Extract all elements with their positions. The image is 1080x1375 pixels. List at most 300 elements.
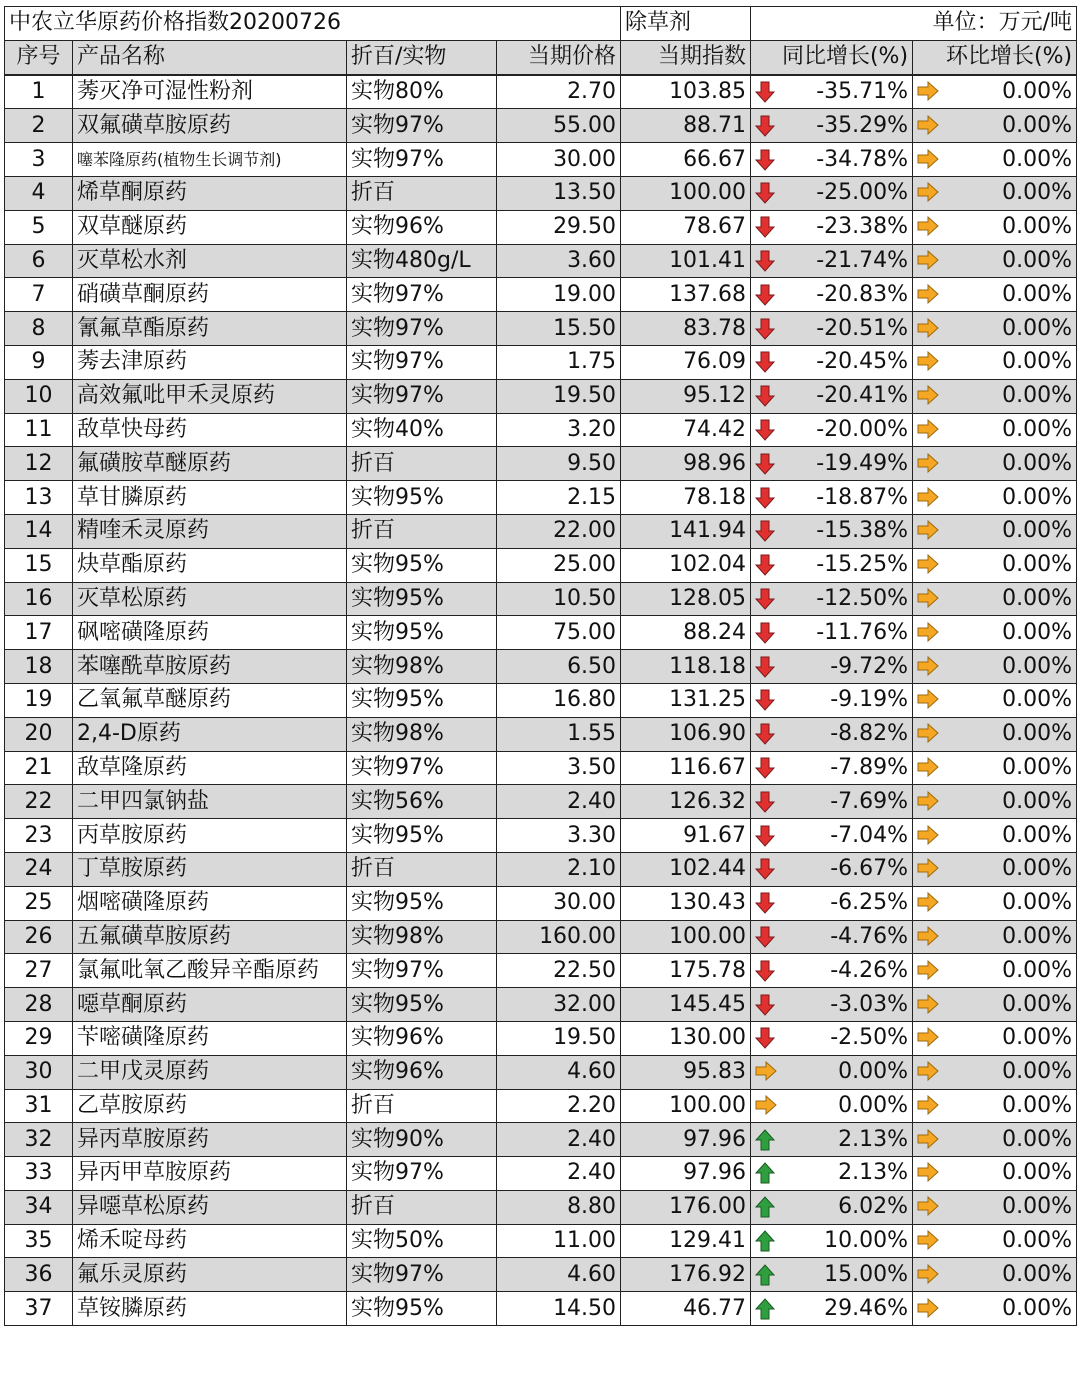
row-yoy-value: 2.13% bbox=[838, 1160, 909, 1186]
row-index: 176.92 bbox=[621, 1258, 751, 1292]
row-no: 7 bbox=[5, 278, 73, 312]
table-row bbox=[5, 785, 1077, 819]
row-no: 6 bbox=[5, 244, 73, 278]
row-name: 莠去津原药 bbox=[73, 345, 347, 379]
row-index: 175.78 bbox=[621, 954, 751, 988]
row-yoy-value: -18.87% bbox=[816, 484, 909, 510]
row-no: 16 bbox=[5, 582, 73, 616]
row-name: 砜嘧磺隆原药 bbox=[73, 616, 347, 650]
table-row bbox=[5, 717, 1077, 751]
arrow-down-icon bbox=[755, 656, 775, 678]
table-row bbox=[5, 1258, 1077, 1292]
row-yoy-value: 15.00% bbox=[824, 1261, 909, 1287]
row-yoy bbox=[751, 413, 913, 447]
row-mom bbox=[913, 210, 1077, 244]
row-mom-value: 0.00% bbox=[1002, 721, 1073, 747]
row-index: 95.83 bbox=[621, 1055, 751, 1089]
row-name: 草铵膦原药 bbox=[73, 1292, 347, 1326]
table-row bbox=[5, 413, 1077, 447]
row-mom bbox=[913, 1089, 1077, 1123]
row-index: 95.12 bbox=[621, 379, 751, 413]
row-price: 2.20 bbox=[497, 1089, 621, 1123]
row-price: 32.00 bbox=[497, 988, 621, 1022]
row-spec: 实物97% bbox=[347, 954, 497, 988]
row-yoy bbox=[751, 1021, 913, 1055]
arrow-right-icon bbox=[917, 1095, 937, 1117]
row-yoy-value: -20.41% bbox=[816, 383, 909, 409]
row-name: 氟乐灵原药 bbox=[73, 1258, 347, 1292]
row-yoy bbox=[751, 1224, 913, 1258]
row-price: 2.40 bbox=[497, 785, 621, 819]
arrow-down-icon bbox=[755, 487, 775, 509]
row-index: 129.41 bbox=[621, 1224, 751, 1258]
row-mom-value: 0.00% bbox=[1002, 991, 1073, 1017]
row-spec: 实物97% bbox=[347, 1258, 497, 1292]
row-price: 2.40 bbox=[497, 1123, 621, 1157]
arrow-down-icon bbox=[755, 622, 775, 644]
row-mom bbox=[913, 514, 1077, 548]
row-yoy bbox=[751, 819, 913, 853]
row-yoy-value: -11.76% bbox=[816, 619, 909, 645]
row-spec: 实物56% bbox=[347, 785, 497, 819]
row-yoy bbox=[751, 312, 913, 346]
row-spec: 实物95% bbox=[347, 683, 497, 717]
row-price: 15.50 bbox=[497, 312, 621, 346]
row-index: 97.96 bbox=[621, 1157, 751, 1191]
arrow-down-icon bbox=[755, 520, 775, 542]
row-price: 14.50 bbox=[497, 1292, 621, 1326]
row-mom bbox=[913, 1258, 1077, 1292]
row-index: 137.68 bbox=[621, 278, 751, 312]
row-price: 22.50 bbox=[497, 954, 621, 988]
arrow-down-icon bbox=[755, 858, 775, 880]
row-no: 20 bbox=[5, 717, 73, 751]
row-no: 19 bbox=[5, 683, 73, 717]
row-spec: 实物97% bbox=[347, 278, 497, 312]
row-price: 19.50 bbox=[497, 379, 621, 413]
row-yoy bbox=[751, 514, 913, 548]
row-no: 37 bbox=[5, 1292, 73, 1326]
row-name: 硝磺草酮原药 bbox=[73, 278, 347, 312]
row-no: 17 bbox=[5, 616, 73, 650]
row-yoy bbox=[751, 954, 913, 988]
row-mom bbox=[913, 109, 1077, 143]
arrow-right-icon bbox=[755, 1095, 775, 1117]
row-mom bbox=[913, 1190, 1077, 1224]
table-title: 中农立华原药价格指数20200726 bbox=[5, 7, 621, 41]
row-yoy-value: 29.46% bbox=[824, 1295, 909, 1321]
row-yoy bbox=[751, 988, 913, 1022]
row-spec: 实物97% bbox=[347, 751, 497, 785]
row-spec: 实物95% bbox=[347, 1292, 497, 1326]
table-row bbox=[5, 75, 1077, 109]
row-yoy-value: -9.19% bbox=[830, 687, 909, 713]
row-name: 烟嘧磺隆原药 bbox=[73, 886, 347, 920]
row-yoy bbox=[751, 1123, 913, 1157]
arrow-down-icon bbox=[755, 588, 775, 610]
row-price: 30.00 bbox=[497, 143, 621, 177]
table-row bbox=[5, 1292, 1077, 1326]
arrow-down-icon bbox=[755, 554, 775, 576]
arrow-down-icon bbox=[755, 1027, 775, 1049]
row-price: 25.00 bbox=[497, 548, 621, 582]
row-name: 乙氧氟草醚原药 bbox=[73, 683, 347, 717]
row-spec: 实物95% bbox=[347, 988, 497, 1022]
table-row bbox=[5, 650, 1077, 684]
table-row bbox=[5, 548, 1077, 582]
row-name: 二甲四氯钠盐 bbox=[73, 785, 347, 819]
row-mom bbox=[913, 244, 1077, 278]
arrow-right-icon bbox=[917, 588, 937, 610]
row-mom-value: 0.00% bbox=[1002, 1059, 1073, 1085]
row-spec: 实物97% bbox=[347, 379, 497, 413]
row-yoy bbox=[751, 379, 913, 413]
row-price: 3.50 bbox=[497, 751, 621, 785]
row-price: 13.50 bbox=[497, 176, 621, 210]
arrow-down-icon bbox=[755, 757, 775, 779]
row-yoy bbox=[751, 345, 913, 379]
header-row bbox=[5, 40, 1077, 74]
row-yoy bbox=[751, 278, 913, 312]
row-index: 66.67 bbox=[621, 143, 751, 177]
row-mom bbox=[913, 717, 1077, 751]
table-row bbox=[5, 819, 1077, 853]
row-no: 2 bbox=[5, 109, 73, 143]
arrow-down-icon bbox=[755, 419, 775, 441]
row-price: 3.20 bbox=[497, 413, 621, 447]
arrow-right-icon bbox=[917, 1129, 937, 1151]
arrow-down-icon bbox=[755, 892, 775, 914]
row-yoy bbox=[751, 244, 913, 278]
row-index: 102.44 bbox=[621, 852, 751, 886]
row-no: 8 bbox=[5, 312, 73, 346]
row-yoy bbox=[751, 650, 913, 684]
row-mom-value: 0.00% bbox=[1002, 112, 1073, 138]
row-spec: 实物98% bbox=[347, 650, 497, 684]
table-row bbox=[5, 1021, 1077, 1055]
row-index: 118.18 bbox=[621, 650, 751, 684]
row-mom bbox=[913, 751, 1077, 785]
row-index: 78.18 bbox=[621, 481, 751, 515]
row-yoy-value: -8.82% bbox=[830, 721, 909, 747]
row-name: 氟磺胺草醚原药 bbox=[73, 447, 347, 481]
row-yoy bbox=[751, 886, 913, 920]
arrow-right-icon bbox=[917, 1298, 937, 1320]
row-no: 36 bbox=[5, 1258, 73, 1292]
row-no: 10 bbox=[5, 379, 73, 413]
row-yoy bbox=[751, 1258, 913, 1292]
header-no: 序号 bbox=[5, 40, 73, 74]
row-index: 100.00 bbox=[621, 1089, 751, 1123]
row-yoy bbox=[751, 210, 913, 244]
row-yoy bbox=[751, 751, 913, 785]
arrow-right-icon bbox=[917, 284, 937, 306]
row-name: 炔草酯原药 bbox=[73, 548, 347, 582]
row-name: 二甲戊灵原药 bbox=[73, 1055, 347, 1089]
row-price: 30.00 bbox=[497, 886, 621, 920]
arrow-right-icon bbox=[917, 554, 937, 576]
row-yoy bbox=[751, 481, 913, 515]
row-price: 6.50 bbox=[497, 650, 621, 684]
row-price: 2.10 bbox=[497, 852, 621, 886]
row-yoy-value: -6.25% bbox=[830, 890, 909, 916]
arrow-right-icon bbox=[917, 689, 937, 711]
row-name: 高效氟吡甲禾灵原药 bbox=[73, 379, 347, 413]
row-price: 55.00 bbox=[497, 109, 621, 143]
row-yoy bbox=[751, 176, 913, 210]
row-no: 26 bbox=[5, 920, 73, 954]
arrow-down-icon bbox=[755, 926, 775, 948]
row-spec: 折百 bbox=[347, 1190, 497, 1224]
row-name: 氯氟吡氧乙酸异辛酯原药 bbox=[73, 954, 347, 988]
row-yoy bbox=[751, 616, 913, 650]
arrow-right-icon bbox=[917, 520, 937, 542]
arrow-down-icon bbox=[755, 318, 775, 340]
row-index: 128.05 bbox=[621, 582, 751, 616]
row-name: 丙草胺原药 bbox=[73, 819, 347, 853]
row-no: 18 bbox=[5, 650, 73, 684]
row-no: 25 bbox=[5, 886, 73, 920]
arrow-down-icon bbox=[755, 960, 775, 982]
arrow-right-icon bbox=[917, 1230, 937, 1252]
row-mom-value: 0.00% bbox=[1002, 1025, 1073, 1051]
table-row bbox=[5, 312, 1077, 346]
row-yoy bbox=[751, 75, 913, 109]
row-spec: 实物97% bbox=[347, 143, 497, 177]
row-yoy-value: -4.26% bbox=[830, 957, 909, 983]
arrow-down-icon bbox=[755, 81, 775, 103]
row-mom-value: 0.00% bbox=[1002, 349, 1073, 375]
header-mom: 环比增长(%) bbox=[913, 40, 1077, 74]
arrow-right-icon bbox=[917, 825, 937, 847]
row-mom bbox=[913, 920, 1077, 954]
row-mom-value: 0.00% bbox=[1002, 923, 1073, 949]
table-row bbox=[5, 751, 1077, 785]
row-mom-value: 0.00% bbox=[1002, 78, 1073, 104]
row-price: 8.80 bbox=[497, 1190, 621, 1224]
row-spec: 实物97% bbox=[347, 345, 497, 379]
row-price: 75.00 bbox=[497, 616, 621, 650]
row-name: 异丙甲草胺原药 bbox=[73, 1157, 347, 1191]
row-name: 烯草酮原药 bbox=[73, 176, 347, 210]
row-price: 4.60 bbox=[497, 1258, 621, 1292]
arrow-right-icon bbox=[917, 1162, 937, 1184]
row-price: 1.75 bbox=[497, 345, 621, 379]
table-row bbox=[5, 379, 1077, 413]
row-mom bbox=[913, 345, 1077, 379]
row-mom-value: 0.00% bbox=[1002, 585, 1073, 611]
arrow-right-icon bbox=[917, 115, 937, 137]
row-index: 100.00 bbox=[621, 176, 751, 210]
title-row bbox=[5, 7, 1077, 41]
row-yoy-value: 10.00% bbox=[824, 1228, 909, 1254]
row-name: 灭草松原药 bbox=[73, 582, 347, 616]
row-mom-value: 0.00% bbox=[1002, 1295, 1073, 1321]
arrow-right-icon bbox=[917, 960, 937, 982]
row-mom bbox=[913, 616, 1077, 650]
row-spec: 实物80% bbox=[347, 75, 497, 109]
row-index: 106.90 bbox=[621, 717, 751, 751]
table-row bbox=[5, 1089, 1077, 1123]
row-name: 精喹禾灵原药 bbox=[73, 514, 347, 548]
row-mom bbox=[913, 278, 1077, 312]
row-name: 乙草胺原药 bbox=[73, 1089, 347, 1123]
row-mom-value: 0.00% bbox=[1002, 1160, 1073, 1186]
arrow-right-icon bbox=[917, 723, 937, 745]
arrow-right-icon bbox=[917, 250, 937, 272]
arrow-up-icon bbox=[755, 1230, 775, 1252]
row-no: 27 bbox=[5, 954, 73, 988]
arrow-down-icon bbox=[755, 994, 775, 1016]
row-mom-value: 0.00% bbox=[1002, 552, 1073, 578]
row-spec: 实物96% bbox=[347, 1021, 497, 1055]
price-index-table bbox=[4, 6, 1077, 1326]
row-mom bbox=[913, 176, 1077, 210]
arrow-right-icon bbox=[917, 994, 937, 1016]
table-row bbox=[5, 109, 1077, 143]
arrow-down-icon bbox=[755, 453, 775, 475]
row-mom bbox=[913, 379, 1077, 413]
table-row bbox=[5, 143, 1077, 177]
row-no: 5 bbox=[5, 210, 73, 244]
row-index: 130.43 bbox=[621, 886, 751, 920]
arrow-right-icon bbox=[917, 926, 937, 948]
row-yoy-value: -7.69% bbox=[830, 788, 909, 814]
row-spec: 实物95% bbox=[347, 616, 497, 650]
row-mom bbox=[913, 1055, 1077, 1089]
row-no: 33 bbox=[5, 1157, 73, 1191]
arrow-right-icon bbox=[917, 487, 937, 509]
table-row bbox=[5, 886, 1077, 920]
row-mom-value: 0.00% bbox=[1002, 1261, 1073, 1287]
row-yoy bbox=[751, 1190, 913, 1224]
arrow-up-icon bbox=[755, 1264, 775, 1286]
row-mom-value: 0.00% bbox=[1002, 180, 1073, 206]
row-yoy-value: 2.13% bbox=[838, 1126, 909, 1152]
unit-label: 单位：万元/吨 bbox=[751, 7, 1077, 41]
row-price: 19.50 bbox=[497, 1021, 621, 1055]
row-price: 3.60 bbox=[497, 244, 621, 278]
row-name: 莠灭净可湿性粉剂 bbox=[73, 75, 347, 109]
arrow-down-icon bbox=[755, 385, 775, 407]
row-no: 23 bbox=[5, 819, 73, 853]
row-spec: 实物90% bbox=[347, 1123, 497, 1157]
row-index: 76.09 bbox=[621, 345, 751, 379]
arrow-down-icon bbox=[755, 115, 775, 137]
table-row bbox=[5, 1190, 1077, 1224]
row-mom-value: 0.00% bbox=[1002, 653, 1073, 679]
header-price: 当期价格 bbox=[497, 40, 621, 74]
arrow-right-icon bbox=[917, 216, 937, 238]
row-yoy-value: -4.76% bbox=[830, 923, 909, 949]
row-mom bbox=[913, 683, 1077, 717]
row-yoy-value: -34.78% bbox=[816, 146, 909, 172]
row-spec: 实物96% bbox=[347, 210, 497, 244]
row-yoy-value: -12.50% bbox=[816, 585, 909, 611]
row-yoy bbox=[751, 548, 913, 582]
row-spec: 实物95% bbox=[347, 819, 497, 853]
header-spec: 折百/实物 bbox=[347, 40, 497, 74]
row-spec: 折百 bbox=[347, 176, 497, 210]
arrow-right-icon bbox=[917, 1196, 937, 1218]
table-row bbox=[5, 176, 1077, 210]
row-spec: 折百 bbox=[347, 852, 497, 886]
row-yoy-value: -20.51% bbox=[816, 315, 909, 341]
row-index: 102.04 bbox=[621, 548, 751, 582]
row-index: 88.24 bbox=[621, 616, 751, 650]
arrow-up-icon bbox=[755, 1162, 775, 1184]
row-no: 21 bbox=[5, 751, 73, 785]
row-yoy-value: -20.45% bbox=[816, 349, 909, 375]
row-no: 34 bbox=[5, 1190, 73, 1224]
table-row bbox=[5, 278, 1077, 312]
row-mom bbox=[913, 481, 1077, 515]
row-yoy bbox=[751, 447, 913, 481]
row-no: 28 bbox=[5, 988, 73, 1022]
row-index: 91.67 bbox=[621, 819, 751, 853]
arrow-right-icon bbox=[917, 622, 937, 644]
row-yoy-value: -35.71% bbox=[816, 78, 909, 104]
arrow-right-icon bbox=[917, 453, 937, 475]
row-index: 97.96 bbox=[621, 1123, 751, 1157]
table-row bbox=[5, 988, 1077, 1022]
arrow-down-icon bbox=[755, 284, 775, 306]
table-row bbox=[5, 210, 1077, 244]
row-yoy bbox=[751, 852, 913, 886]
row-name: 双氟磺草胺原药 bbox=[73, 109, 347, 143]
arrow-right-icon bbox=[917, 351, 937, 373]
row-name: 敌草隆原药 bbox=[73, 751, 347, 785]
row-mom bbox=[913, 447, 1077, 481]
row-name: 烯禾啶母药 bbox=[73, 1224, 347, 1258]
header-index: 当期指数 bbox=[621, 40, 751, 74]
arrow-right-icon bbox=[917, 858, 937, 880]
row-mom-value: 0.00% bbox=[1002, 416, 1073, 442]
row-mom bbox=[913, 548, 1077, 582]
row-mom bbox=[913, 1224, 1077, 1258]
row-name: 敌草快母药 bbox=[73, 413, 347, 447]
row-mom bbox=[913, 886, 1077, 920]
category-label: 除草剂 bbox=[621, 7, 751, 41]
arrow-right-icon bbox=[917, 1264, 937, 1286]
row-mom bbox=[913, 785, 1077, 819]
row-mom-value: 0.00% bbox=[1002, 315, 1073, 341]
row-mom-value: 0.00% bbox=[1002, 214, 1073, 240]
row-mom bbox=[913, 988, 1077, 1022]
row-mom-value: 0.00% bbox=[1002, 822, 1073, 848]
table-row bbox=[5, 1123, 1077, 1157]
row-index: 83.78 bbox=[621, 312, 751, 346]
row-mom-value: 0.00% bbox=[1002, 383, 1073, 409]
row-spec: 实物97% bbox=[347, 1157, 497, 1191]
row-mom-value: 0.00% bbox=[1002, 687, 1073, 713]
row-mom bbox=[913, 954, 1077, 988]
row-yoy bbox=[751, 1055, 913, 1089]
arrow-right-icon bbox=[917, 81, 937, 103]
row-no: 13 bbox=[5, 481, 73, 515]
row-name: 异丙草胺原药 bbox=[73, 1123, 347, 1157]
row-price: 160.00 bbox=[497, 920, 621, 954]
row-mom bbox=[913, 1292, 1077, 1326]
row-no: 14 bbox=[5, 514, 73, 548]
row-mom-value: 0.00% bbox=[1002, 754, 1073, 780]
table-row bbox=[5, 616, 1077, 650]
row-price: 22.00 bbox=[497, 514, 621, 548]
row-yoy-value: -2.50% bbox=[830, 1025, 909, 1051]
table-row bbox=[5, 683, 1077, 717]
row-price: 2.70 bbox=[497, 75, 621, 109]
row-yoy bbox=[751, 109, 913, 143]
